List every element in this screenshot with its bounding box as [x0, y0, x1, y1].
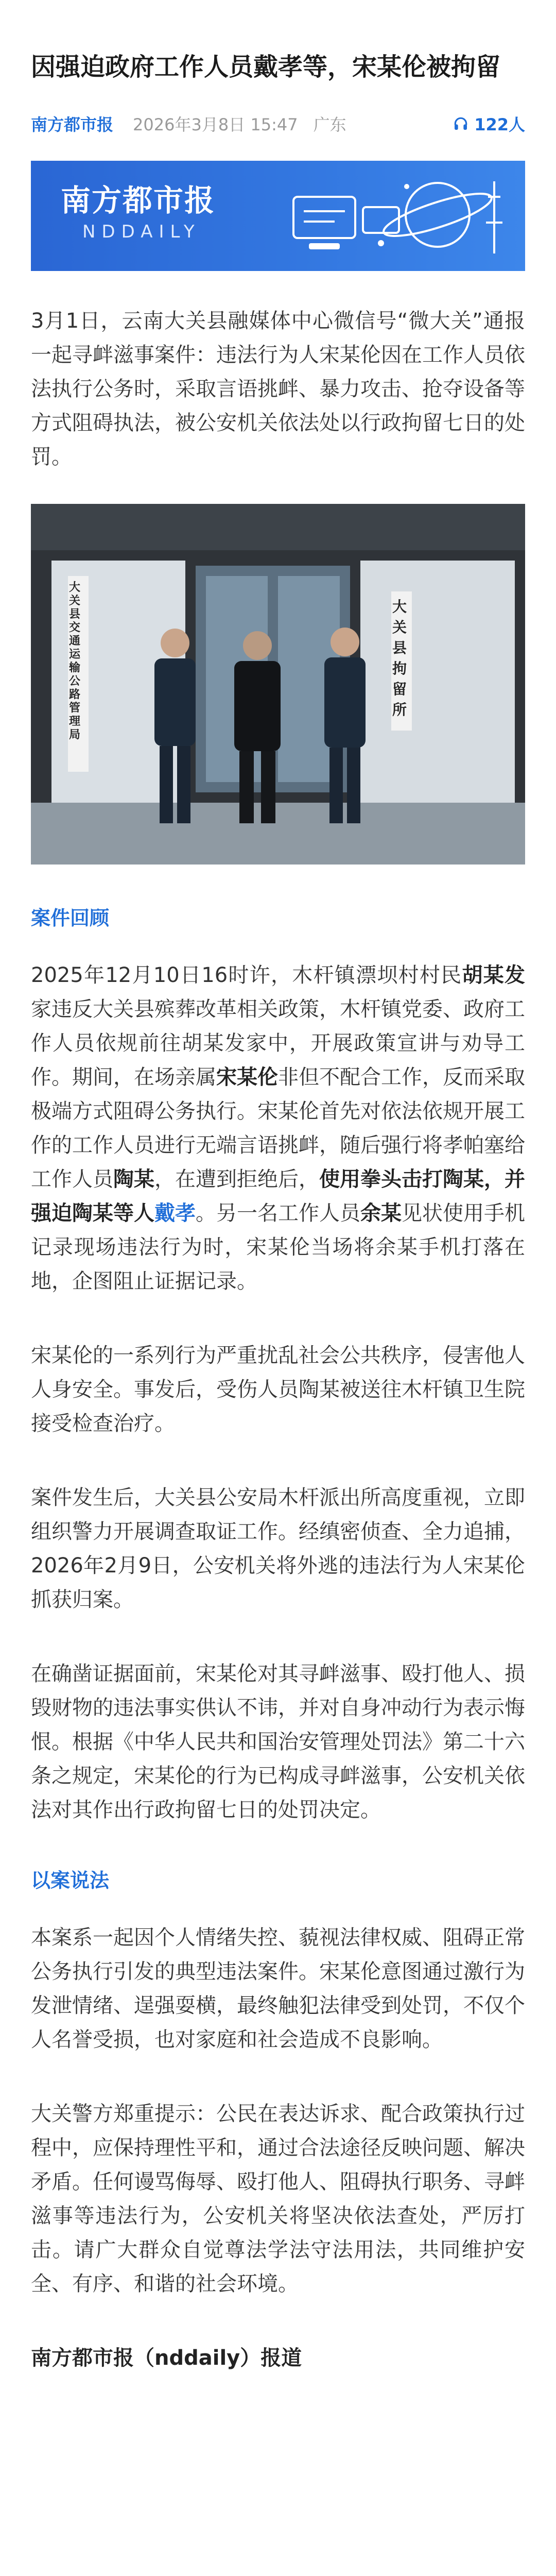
article-meta [31, 113, 525, 134]
review-text: ，在遭到拒绝后， [154, 1167, 319, 1191]
review-paragraph-1 [31, 958, 525, 1298]
review-text: 家违反大关县殡葬改革相关政策，木杆镇党委、政府工作人员依规前往胡某发家中，开展政策宣讲与劝导工作。期间，在场亲属 [31, 997, 525, 1089]
brand-banner [31, 161, 525, 271]
banner-brand-en: NDDAILY [82, 222, 201, 242]
name-highlight: 宋某伦 [216, 1065, 278, 1089]
section-title-law: 以案说法 [31, 1869, 110, 1892]
sign-left: 大关县交通运输公路管理局 [69, 581, 81, 741]
section-title-review: 案件回顾 [31, 907, 110, 929]
news-photo [31, 504, 525, 865]
banner-illustration [278, 166, 520, 269]
sign-right: 大关县拘留所 [392, 598, 407, 718]
intro-paragraph: 3月1日，云南大关县融媒体中心微信号“微大关”通报一起寻衅滋事案件：违法行为人宋某伦因在工作人员依法执行公务时，采取言语挑衅、暴力攻击、抢夺设备等方式阻碍执法，被公安机关依法处以行政拘留七日的处罚。 [31, 309, 525, 469]
review-paragraph-2: 宋某伦的一系列行为严重扰乱社会公共秩序，侵害他人人身安全。事发后，受伤人员陶某被送往木杆镇卫生院接受检查治疗。 [31, 1344, 525, 1435]
review-text: 。另一名工作人员 [196, 1201, 360, 1225]
banner-brand: 南方都市报 [61, 183, 216, 218]
listen-count[interactable] [453, 112, 525, 135]
review-paragraph-3: 案件发生后，大关县公安局木杆派出所高度重视，立即组织警力开展调查取证工作。经缜密侦查、全力追捕，2026年2月9日，公安机关将外逃的违法行为人宋某伦抓获归案。 [31, 1486, 525, 1612]
review-paragraph-4: 在确凿证据面前，宋某伦对其寻衅滋事、殴打他人、损毁财物的违法事实供认不讳，并对自身冲动行为表示悔恨。根据《中华人民共和国治安管理处罚法》第二十六条之规定，宋某伦的行为已构成寻衅滋事，公安机关依法对其作出行政拘留七日的处罚决定。 [31, 1662, 525, 1822]
name-highlight: 余某 [360, 1201, 402, 1225]
publish-location: 广东 [313, 115, 346, 134]
source-link[interactable]: 南方都市报 [31, 115, 114, 134]
publish-date: 2026年3月8日 15:47 [133, 115, 298, 134]
listen-count-label: 122人 [474, 115, 525, 134]
photo-scene [31, 504, 525, 865]
report-credit: 南方都市报（nddaily）报道 [31, 2346, 302, 2370]
action-highlight: 使用拳头击打陶某，并强迫陶某等人 [31, 1167, 525, 1225]
review-text: 见状使用手机记录现场违法行为时，宋某伦当场将余某手机打落在地，企图阻止证据记录。 [31, 1201, 525, 1293]
name-highlight: 陶某 [113, 1167, 154, 1191]
headphones-icon [453, 115, 469, 132]
name-highlight: 胡某发 [462, 963, 526, 987]
article-title: 因强迫政府工作人员戴孝等，宋某伦被拘留 [31, 53, 501, 81]
law-paragraph-2: 大关警方郑重提示：公民在表达诉求、配合政策执行过程中，应保持理性平和，通过合法途径反映问题、解决矛盾。任何谩骂侮辱、殴打他人、阻碍执行职务、寻衅滋事等违法行为，公安机关将坚决依法查处，严厉打击。请广大群众自觉尊法学法守法用法，共同维护安全、有序、和谐的社会环境。 [31, 2102, 525, 2296]
keyword-link[interactable]: 戴孝 [154, 1201, 196, 1225]
review-text: 2025年12月10日16时许，木杆镇漂坝村村民 [31, 963, 462, 987]
review-text: 非但不配合工作，反而采取极端方式阻碍公务执行。宋某伦首先对依法依规开展工作的工作人员进行无端言语挑衅，随后强行将孝帕塞给工作人员 [31, 1065, 525, 1191]
law-paragraph-1: 本案系一起因个人情绪失控、藐视法律权威、阻碍正常公务执行引发的典型违法案件。宋某伦意图通过激行为发泄情绪、逞强耍横，最终触犯法律受到处罚，不仅个人名誉受损，也对家庭和社会造成不良影响。 [31, 1926, 525, 2052]
